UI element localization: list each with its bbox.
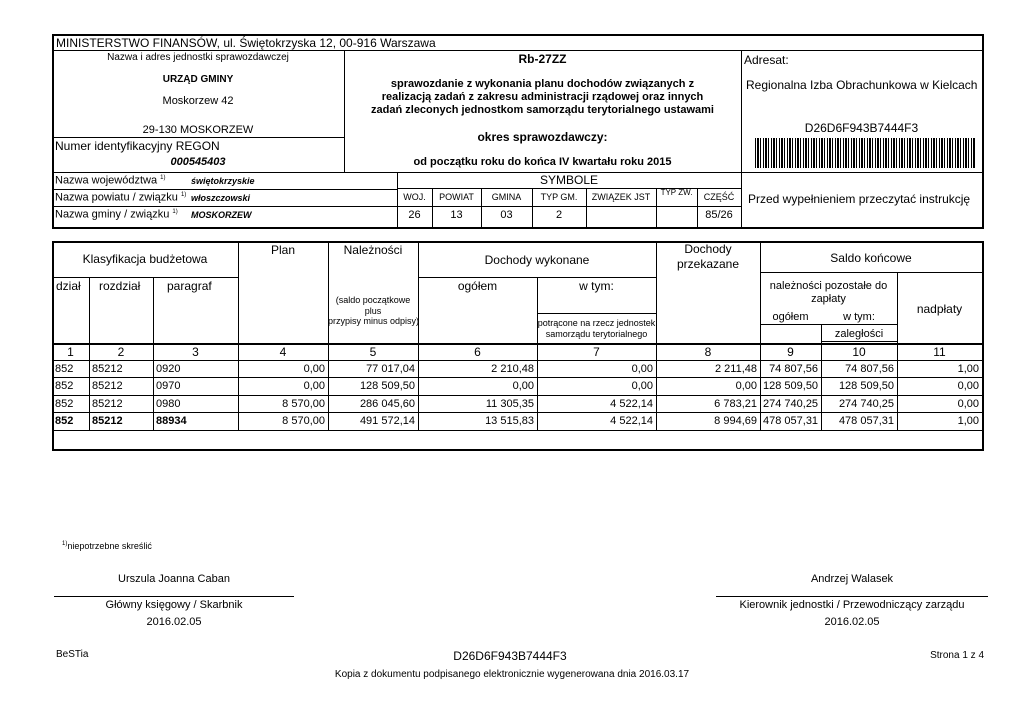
table-cell: 852	[55, 363, 74, 375]
software-name: BeSTia	[56, 649, 89, 660]
header-zaleglosci: zaległości	[834, 328, 884, 340]
accountant-date: 2016.02.05	[146, 616, 202, 628]
symbol-value-gmina: 03	[500, 209, 513, 221]
table-cell: 491 572,14	[359, 415, 415, 427]
form-code: Rb-27ZZ	[518, 52, 567, 66]
table-cell: 0,00	[512, 380, 534, 392]
table-cell: 0920	[156, 363, 181, 375]
header-plan: Plan	[270, 243, 296, 257]
header-przekazane-line1: Dochody	[684, 242, 732, 256]
header-klasyfikacja: Klasyfikacja budżetowa	[82, 252, 208, 266]
table-cell: 8 570,00	[282, 398, 325, 410]
table-cell: 13 515,83	[485, 415, 534, 427]
symbol-header-typ-gm: TYP GM.	[540, 192, 578, 202]
table-cell: 2 211,48	[714, 363, 757, 375]
table-cell: 6 783,21	[714, 398, 757, 410]
table-cell: 852	[55, 415, 74, 427]
manager-date: 2016.02.05	[824, 616, 880, 628]
symbol-value-woj: 26	[408, 209, 421, 221]
header-naleznosci-sub2: plus	[364, 306, 382, 316]
table-cell: 0,00	[631, 380, 653, 392]
column-number: 1	[67, 345, 74, 359]
symbol-header-gmina: GMINA	[491, 192, 522, 202]
unit-street: Moskorzew 42	[162, 95, 234, 107]
unit-caption: Nazwa i adres jednostki sprawozdawczej	[107, 52, 289, 63]
county-label: Nazwa powiatu / związku $^{1)}$	[55, 191, 187, 204]
table-cell: 274 740,25	[763, 398, 819, 410]
table-cell: 4 522,14	[610, 398, 653, 410]
header-nal-w-tym: w tym:	[843, 311, 875, 323]
unit-name: URZĄD GMINY	[162, 74, 234, 85]
table-cell: 478 057,31	[763, 415, 819, 427]
symbol-header-woj: WOJ.	[403, 192, 426, 202]
footer-document-id: D26D6F943B7444F3	[453, 649, 567, 663]
symbol-header-typ-zw: TYP ZW.	[660, 188, 693, 197]
table-cell: 0,00	[303, 363, 325, 375]
table-cell: 85212	[92, 363, 123, 375]
header-nadplaty: nadpłaty	[916, 302, 963, 316]
symbol-header-czesc: CZĘŚĆ	[703, 192, 735, 202]
document-id: D26D6F943B7444F3	[804, 121, 919, 135]
header-w-tym: w tym:	[579, 279, 614, 293]
column-number: 6	[474, 345, 481, 359]
header-naleznosci-sub1: (saldo początkowe	[335, 295, 411, 305]
manager-role: Kierownik jednostki / Przewodniczący zarządu	[739, 599, 965, 611]
column-number: 8	[704, 345, 712, 359]
regon-value: 000545403	[170, 156, 226, 168]
symbol-value-czesc: 85/26	[705, 209, 733, 221]
table-cell: 478 057,31	[838, 415, 894, 427]
voivodeship-label: Nazwa województwa $^{1)}$	[55, 174, 166, 187]
manager-name: Andrzej Walasek	[810, 573, 894, 585]
table-cell: 11 305,35	[485, 398, 534, 410]
voivodeship-value: świętokrzyskie	[191, 176, 255, 186]
table-cell: 0,00	[735, 380, 757, 392]
table-cell: 0,00	[957, 398, 979, 410]
header-paragraf: paragraf	[167, 279, 212, 293]
header-dzial: dział	[56, 279, 81, 293]
commune-value: MOSKORZEW	[191, 210, 252, 220]
table-cell: 286 045,60	[359, 398, 415, 410]
table-cell: 74 807,56	[769, 363, 818, 375]
symbols-title: SYMBOLE	[539, 173, 599, 187]
table-cell: 0970	[156, 380, 181, 392]
accountant-name: Urszula Joanna Caban	[118, 573, 230, 585]
header-nal-ogolem: ogółem	[772, 311, 809, 323]
page-number: Strona 1 z 4	[930, 650, 984, 661]
table-cell: 274 740,25	[838, 398, 894, 410]
report-title-line1: sprawozdanie z wykonania planu dochodów związanych z	[390, 78, 695, 90]
header-dochody-wykonane: Dochody wykonane	[484, 253, 590, 267]
table-cell: 8 994,69	[714, 415, 757, 427]
table-cell: 0,00	[303, 380, 325, 392]
county-value: włoszczowski	[191, 193, 251, 203]
header-potracone-line1: potrącone na rzecz jednostek	[537, 318, 656, 328]
addressee-value: Regionalna Izba Obrachunkowa w Kielcach	[746, 78, 978, 92]
table-cell: 74 807,56	[845, 363, 894, 375]
column-number: 9	[787, 345, 794, 359]
accountant-role: Główny księgowy / Skarbnik	[105, 599, 243, 611]
instruction-note: Przed wypełnieniem przeczytać instrukcję	[748, 192, 971, 206]
header-rozdzial: rozdział	[99, 279, 141, 293]
symbol-header-powiat: POWIAT	[439, 192, 474, 202]
table-cell: 2 210,48	[491, 363, 534, 375]
addressee-label: Adresat:	[744, 53, 789, 67]
table-cell: 852	[55, 380, 74, 392]
column-number: 5	[369, 345, 377, 359]
table-cell: 128 509,50	[838, 380, 894, 392]
column-number: 2	[117, 345, 125, 359]
footnote: $^{1)}$niepotrzebne skreślić	[62, 541, 152, 551]
table-cell: 1,00	[957, 363, 979, 375]
table-cell: 0,00	[957, 380, 979, 392]
barcode-image	[755, 138, 975, 168]
symbol-value-typ-gm: 2	[555, 209, 563, 221]
column-number: 10	[852, 345, 866, 359]
table-cell: 77 017,04	[366, 363, 415, 375]
header-przekazane-line2: przekazane	[676, 257, 740, 271]
header-saldo-koncowe: Saldo końcowe	[830, 251, 912, 265]
ministry-address: MINISTERSTWO FINANSÓW, ul. Świętokrzyska 12, 00-916 Warszawa	[56, 36, 436, 50]
column-number: 4	[279, 345, 287, 359]
symbol-header-zwiazek: ZWIĄZEK JST	[591, 192, 651, 202]
table-cell: 8 570,00	[282, 415, 325, 427]
column-number: 3	[192, 345, 199, 359]
header-potracone-line2: samorządu terytorialnego	[545, 329, 648, 339]
column-number: 11	[933, 345, 946, 359]
copy-note: Kopia z dokumentu podpisanego elektronicznie wygenerowana dnia 2016.03.17	[334, 669, 690, 680]
header-naleznosci-pozostale-line1: należności pozostałe do	[769, 280, 888, 292]
table-cell: 85212	[92, 380, 123, 392]
column-number: 7	[593, 345, 600, 359]
table-cell: 128 509,50	[763, 380, 819, 392]
unit-city: 29-130 MOSKORZEW	[142, 124, 254, 136]
header-naleznosci: Należności	[343, 243, 403, 257]
period-value: od początku roku do końca IV kwartału roku 2015	[413, 156, 672, 168]
header-ogolem: ogółem	[457, 279, 498, 293]
table-cell: 85212	[92, 415, 123, 427]
table-cell: 1,00	[957, 415, 979, 427]
table-cell: 88934	[156, 415, 187, 427]
commune-label: Nazwa gminy / związku $^{1)}$	[55, 208, 178, 221]
table-cell: 852	[55, 398, 74, 410]
header-naleznosci-pozostale-line2: zapłaty	[811, 293, 846, 305]
table-cell: 0980	[156, 398, 181, 410]
report-title-line2: realizacją zadań z zakresu administracji rządowej oraz innych	[381, 91, 704, 103]
table-cell: 85212	[92, 398, 123, 410]
symbol-value-powiat: 13	[450, 209, 463, 221]
regon-label: Numer identyfikacyjny REGON	[55, 139, 220, 153]
table-cell: 4 522,14	[610, 415, 653, 427]
header-naleznosci-sub3: przypisy minus odpisy)	[328, 316, 420, 326]
period-label: okres sprawozdawczy:	[477, 130, 608, 144]
report-title-line3: zadań zleconych jednostkom samorządu terytorialnego ustawami	[371, 104, 714, 116]
table-cell: 128 509,50	[359, 380, 415, 392]
table-cell: 0,00	[631, 363, 653, 375]
